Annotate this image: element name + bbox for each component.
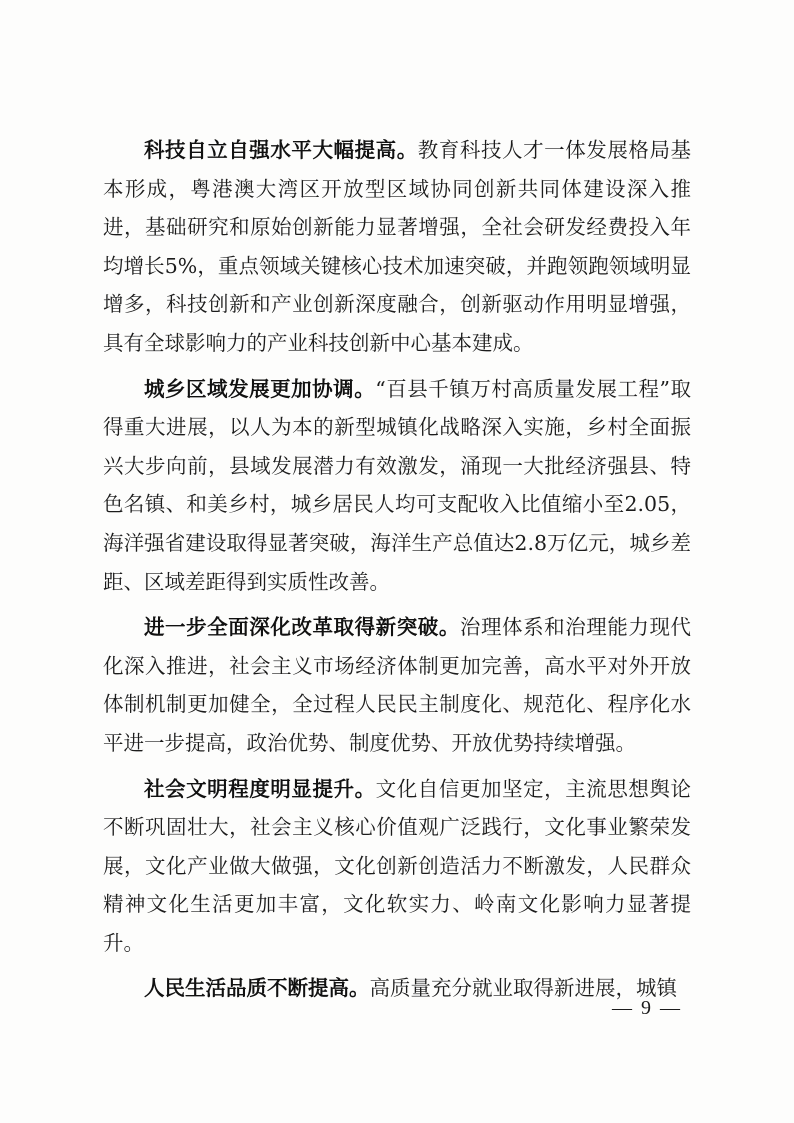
paragraph-urban-rural	[103, 370, 691, 602]
paragraph-living-quality	[103, 969, 691, 1008]
paragraph-heading: 进一步全面深化改革取得新突破。	[144, 615, 460, 640]
paragraph-text: 治理体系和治理能力现代化深入推进，社会主义市场经济体制更加完善，高水平对外开放体制机制更加健全，全过程人民民主制度化、规范化、程序化水平进一步提高，政治优势、制度优势、开放优势持续增强。	[103, 615, 692, 755]
paragraph-text: 文化自信更加坚定，主流思想舆论不断巩固壮大，社会主义核心价值观广泛践行，文化事业繁荣发展，文化产业做大做强，文化创新创造活力不断激发，人民群众精神文化生活更加丰富，文化软实力、岭南文化影响力显著提升。	[103, 776, 692, 955]
paragraph-text: 高质量充分就业取得新进展，城镇	[369, 976, 677, 1001]
paragraph-heading: 社会文明程度明显提升。	[144, 776, 376, 801]
paragraph-civilization	[103, 770, 691, 963]
paragraph-text: 教育科技人才一体发展格局基本形成，粤港澳大湾区开放型区域协同创新共同体建设深入推进，基础研究和原始创新能力显著增强，全社会研发经费投入年均增长5%，重点领域关键核心技术加速突破，并跑领跑领域明显增多，科技创新和产业创新深度融合，创新驱动作用明显增强，具有全球影响力的产业科技创新中心基本建成。	[103, 138, 692, 355]
paragraph-heading: 城乡区域发展更加协调。	[144, 376, 376, 401]
paragraph-heading: 科技自立自强水平大幅提高。	[144, 138, 418, 162]
paragraph-text: “百县千镇万村高质量发展工程”取得重大进展，以人为本的新型城镇化战略深入实施，乡村全面振兴大步向前，县域发展潜力有效激发，涌现一大批经济强县、特色名镇、和美乡村，城乡居民人均可支配收入比值缩小至2.05，海洋强省建设取得显著突破，海洋生产总值达2.8万亿元，城乡差距、区域差距得到实质性改善。	[103, 376, 692, 594]
page-number: — 9 —	[612, 997, 682, 1019]
paragraph-tech-self-reliance	[103, 131, 691, 363]
document-body	[103, 131, 691, 1015]
paragraph-heading: 人民生活品质不断提高。	[144, 976, 370, 1001]
paragraph-reform	[103, 608, 691, 762]
